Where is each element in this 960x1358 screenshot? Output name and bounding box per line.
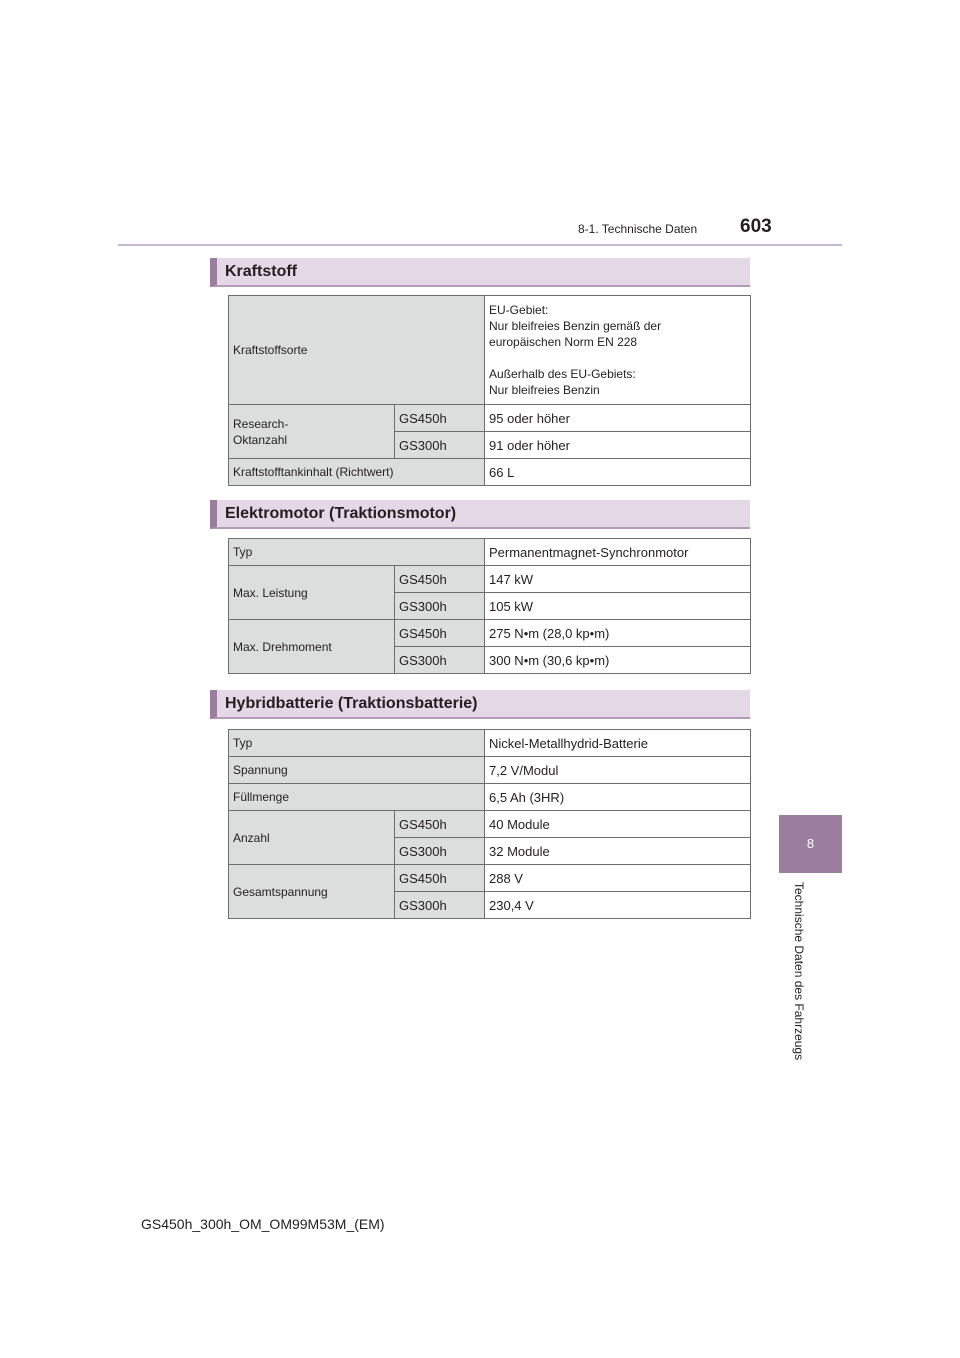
page-number: 603 [740, 216, 772, 237]
model-cell: GS450h [395, 405, 485, 432]
row-label: Max. Leistung [229, 566, 395, 620]
model-cell: GS450h [395, 865, 485, 892]
spec-table-kraftstoff [228, 295, 751, 486]
table-row [229, 811, 751, 838]
section-heading-kraftstoff: Kraftstoff [210, 258, 750, 287]
spec-table-elektromotor [228, 538, 751, 674]
row-value: 275 N•m (28,0 kp•m) [485, 620, 751, 647]
model-cell: GS300h [395, 838, 485, 865]
chapter-title-vertical: Technische Daten des Fahrzeugs [792, 882, 806, 1061]
row-value: 230,4 V [485, 892, 751, 919]
row-label: Kraftstoffsorte [229, 296, 485, 405]
model-cell: GS300h [395, 892, 485, 919]
table-row [229, 405, 751, 432]
table-row [229, 730, 751, 757]
table-row [229, 459, 751, 486]
row-value: 66 L [485, 459, 751, 486]
table-row [229, 620, 751, 647]
model-cell: GS450h [395, 566, 485, 593]
row-value: 300 N•m (30,6 kp•m) [485, 647, 751, 674]
row-value: 95 oder höher [485, 405, 751, 432]
row-label: Max. Drehmoment [229, 620, 395, 674]
header-divider [118, 244, 842, 246]
row-value: 105 kW [485, 593, 751, 620]
table-row [229, 566, 751, 593]
row-label: Kraftstofftankinhalt (Richtwert) [229, 459, 485, 486]
table-row [229, 784, 751, 811]
row-value: 6,5 Ah (3HR) [485, 784, 751, 811]
model-cell: GS300h [395, 647, 485, 674]
section-heading-elektromotor: Elektromotor (Traktionsmotor) [210, 500, 750, 529]
row-label: Research- Oktanzahl [229, 405, 395, 459]
row-label: Typ [229, 539, 485, 566]
row-value: 147 kW [485, 566, 751, 593]
table-row [229, 296, 751, 405]
model-cell: GS300h [395, 432, 485, 459]
model-cell: GS300h [395, 593, 485, 620]
row-label: Typ [229, 730, 485, 757]
row-value: EU-Gebiet: Nur bleifreies Benzin gemäß der europäischen Norm EN 228 Außerhalb des EU-Gebiets: Nur bleifreies Benzin [485, 296, 751, 405]
table-row [229, 757, 751, 784]
document-code-footer: GS450h_300h_OM_OM99M53M_(EM) [141, 1216, 385, 1232]
row-value: Nickel-Metallhydrid-Batterie [485, 730, 751, 757]
row-value: 7,2 V/Modul [485, 757, 751, 784]
chapter-number-tab: 8 [779, 815, 842, 873]
model-cell: GS450h [395, 620, 485, 647]
table-row [229, 539, 751, 566]
row-value: 32 Module [485, 838, 751, 865]
row-value: Permanentmagnet-Synchronmotor [485, 539, 751, 566]
row-label: Füllmenge [229, 784, 485, 811]
model-cell: GS450h [395, 811, 485, 838]
table-row [229, 865, 751, 892]
section-heading-hybridbatterie: Hybridbatterie (Traktionsbatterie) [210, 690, 750, 719]
row-value: 288 V [485, 865, 751, 892]
row-label: Anzahl [229, 811, 395, 865]
row-label: Spannung [229, 757, 485, 784]
row-label: Gesamtspannung [229, 865, 395, 919]
row-value: 91 oder höher [485, 432, 751, 459]
section-title: 8-1. Technische Daten [578, 222, 698, 236]
row-value: 40 Module [485, 811, 751, 838]
spec-table-hybridbatterie [228, 729, 751, 919]
